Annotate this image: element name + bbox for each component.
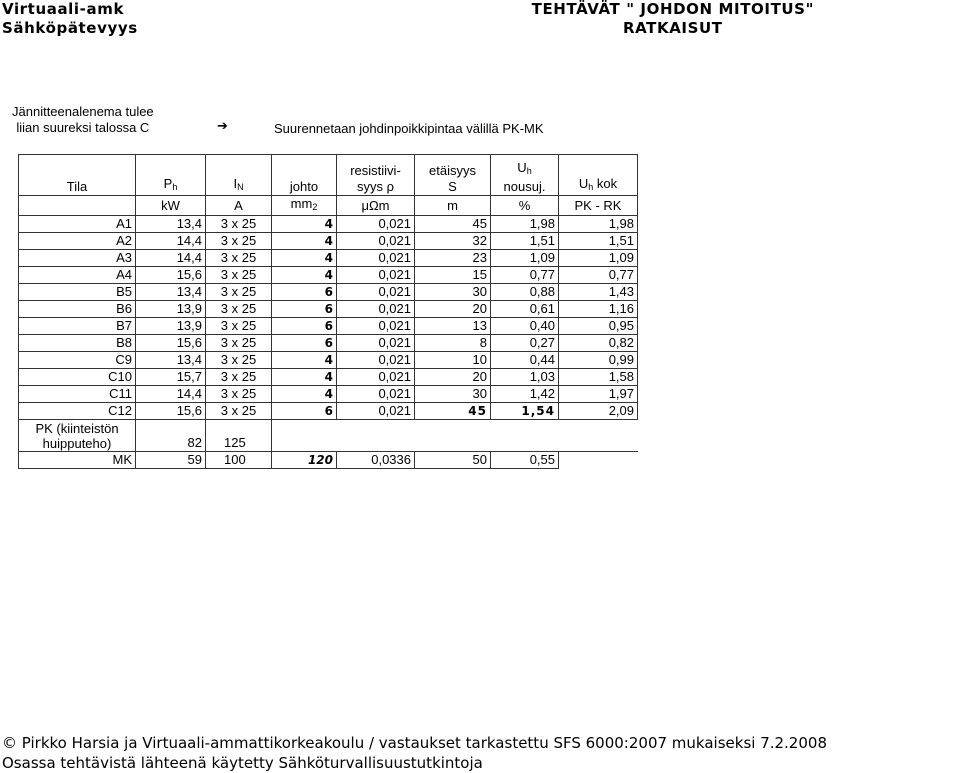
cell-distance — [415, 250, 491, 267]
cell-ph — [136, 216, 206, 233]
cell-johto — [272, 369, 337, 386]
cell-resistivity — [337, 250, 415, 267]
cell-tila: PK (kiinteistön huipputeho) — [19, 420, 136, 452]
footer-source: Osassa tehtävistä lähteenä käytetty Sähköturvallisuustutkintoja — [2, 754, 483, 772]
cell-uh — [491, 233, 559, 250]
cell-ph — [136, 403, 206, 420]
cell-resistivity — [337, 369, 415, 386]
col-header-in: $I_N$ — [206, 155, 272, 196]
cell-ph — [136, 301, 206, 318]
cell-tila — [19, 352, 136, 369]
cell-distance-value: 15 — [472, 267, 487, 282]
cell-uh-value: 1,03 — [529, 369, 555, 384]
cell-uh-value: 0,40 — [529, 318, 555, 333]
cell-uh-kok — [559, 369, 638, 386]
cell-in-value: 3 x 25 — [220, 284, 257, 299]
unit-resistivity: μΩm — [337, 196, 415, 216]
intro-line-1: Jännitteenalenema tulee — [12, 104, 154, 119]
cell-ph — [136, 386, 206, 403]
cell-uh-kok — [559, 284, 638, 301]
cell-distance-value: 45 — [468, 404, 487, 418]
cell-uh-value: 1,54 — [521, 404, 555, 418]
cell-tila-value: A3 — [116, 250, 132, 265]
cell-uh-kok-value: 0,77 — [608, 267, 634, 282]
cell-distance — [415, 335, 491, 352]
cell-uh-kok-value: 0,99 — [608, 352, 634, 367]
cell-ph-value: 13,9 — [176, 318, 202, 333]
cell-empty — [559, 420, 638, 452]
cell-ph-value: 13,4 — [176, 352, 202, 367]
cell-uh-value: 0,77 — [529, 267, 555, 282]
cell-in-value: 3 x 25 — [220, 386, 257, 401]
cell-distance — [415, 216, 491, 233]
cell-johto-value: 6 — [324, 302, 333, 316]
table-row — [19, 233, 638, 250]
subject-name: Sähköpätevyys — [2, 19, 138, 37]
cell-in — [206, 369, 272, 386]
cell-resistivity-value: 0,021 — [378, 233, 411, 248]
cell-uh — [491, 301, 559, 318]
table-header-row — [19, 155, 638, 196]
cell-johto-value: 4 — [324, 353, 333, 367]
cell-tila-value: C11 — [109, 386, 132, 401]
col-header-distance: etäisyys S — [415, 155, 491, 196]
cell-uh-value: 0,44 — [529, 352, 555, 367]
cell-ph-value: 13,4 — [176, 216, 202, 231]
cell-in-value: 3 x 25 — [220, 216, 257, 231]
unit-in: A — [206, 196, 272, 216]
cell-ph — [136, 352, 206, 369]
cell-in-value: 3 x 25 — [220, 267, 257, 282]
intro-action: Suurennetaan johdinpoikkipintaa välillä PK-MK — [274, 121, 544, 136]
cell-uh-kok-value: 1,16 — [608, 301, 634, 316]
cell-tila-value: C10 — [108, 369, 132, 384]
cell-ph-value: 15,6 — [176, 403, 202, 418]
cell-resistivity-value: 0,021 — [378, 284, 411, 299]
cell-uh — [491, 267, 559, 284]
right-arrow-icon: ➔ — [217, 119, 228, 134]
cell-tila — [19, 216, 136, 233]
cell-in-value: 3 x 25 — [220, 318, 257, 333]
cell-uh — [491, 216, 559, 233]
unit-uh: % — [491, 196, 559, 216]
cell-uh-value: 0,27 — [529, 335, 555, 350]
cell-in — [206, 318, 272, 335]
cell-resistivity-value: 0,021 — [378, 386, 411, 401]
cell-distance — [415, 403, 491, 420]
cell-in-value: 3 x 25 — [220, 352, 257, 367]
cell-ph-value: 13,9 — [176, 301, 202, 316]
header-right — [532, 0, 814, 38]
table-row — [19, 335, 638, 352]
cell-tila-value: B7 — [116, 318, 132, 333]
cell-ph — [136, 284, 206, 301]
cell-tila — [19, 233, 136, 250]
cell-resistivity-value: 0,021 — [378, 318, 411, 333]
cell-resistivity-value: 0,021 — [378, 352, 411, 367]
cell-in — [206, 386, 272, 403]
cell-distance-value: 30 — [472, 284, 487, 299]
cell-tila — [19, 369, 136, 386]
cell-johto — [272, 267, 337, 284]
cell-in — [206, 250, 272, 267]
footer-copyright: © Pirkko Harsia ja Virtuaali-ammattikorkeakoulu / vastaukset tarkastettu SFS 6000:2007 mukaiseksi 7.2.2008 — [2, 734, 827, 752]
cell-resistivity — [337, 352, 415, 369]
cell-in-value: 3 x 25 — [220, 250, 257, 265]
cell-resistivity — [337, 301, 415, 318]
cell-in — [206, 301, 272, 318]
cell-distance-value: 13 — [472, 318, 487, 333]
cell-johto-value: 4 — [324, 217, 333, 231]
cell-tila — [19, 284, 136, 301]
cell-distance — [415, 352, 491, 369]
cell-resistivity — [337, 233, 415, 250]
answers-label: RATKAISUT — [622, 19, 723, 37]
cell-johto-value: 4 — [324, 268, 333, 282]
cell-tila-value: A1 — [116, 216, 132, 231]
cell-resistivity — [337, 216, 415, 233]
table-row — [19, 352, 638, 369]
cell-ph-value: 15,6 — [176, 267, 202, 282]
cell-johto — [272, 216, 337, 233]
cell-tila-value: B5 — [116, 284, 132, 299]
cell-distance-value: 20 — [472, 301, 487, 316]
cell-tila — [19, 250, 136, 267]
footer — [2, 733, 827, 773]
cell-tila — [19, 301, 136, 318]
cell-uh-kok-value: 1,98 — [608, 216, 634, 231]
unit-johto: $mm_2$ — [272, 196, 337, 216]
cell-distance-value: 32 — [472, 233, 487, 248]
cell-uh-value: 1,51 — [529, 233, 555, 248]
cell-empty — [559, 452, 638, 469]
cell-in-value: 3 x 25 — [220, 335, 257, 350]
cell-johto — [272, 386, 337, 403]
cell-uh-kok — [559, 233, 638, 250]
org-name: Virtuaali-amk — [2, 0, 125, 18]
cell-distance — [415, 284, 491, 301]
intro-text — [12, 104, 154, 136]
cell-distance — [415, 301, 491, 318]
cell-resistivity — [337, 386, 415, 403]
cell-johto — [272, 301, 337, 318]
cell-uh — [491, 403, 559, 420]
cell-uh — [491, 318, 559, 335]
cell-resistivity-value: 0,021 — [378, 267, 411, 282]
col-header-uh-kok: $U_h$ kok — [559, 155, 638, 196]
cell-ph — [136, 335, 206, 352]
table-row — [19, 318, 638, 335]
cell-resistivity — [337, 318, 415, 335]
unit-distance: m — [415, 196, 491, 216]
cell-in — [206, 233, 272, 250]
cell-resistivity: 0,0336 — [337, 452, 415, 469]
cell-resistivity — [337, 284, 415, 301]
cell-johto: 120 — [272, 452, 337, 469]
cell-johto-value: 4 — [324, 234, 333, 248]
cell-resistivity — [337, 403, 415, 420]
cell-uh-kok — [559, 318, 638, 335]
cell-in-value: 3 x 25 — [220, 403, 257, 418]
cell-tila — [19, 318, 136, 335]
cell-distance — [415, 267, 491, 284]
cell-tila-value: B8 — [116, 335, 132, 350]
cell-uh-kok — [559, 250, 638, 267]
cell-uh — [491, 352, 559, 369]
cell-empty — [491, 420, 559, 452]
cell-johto-value: 6 — [324, 336, 333, 350]
cell-resistivity — [337, 267, 415, 284]
cell-uh-kok — [559, 403, 638, 420]
cell-johto — [272, 233, 337, 250]
cell-uh-kok-value: 0,82 — [608, 335, 634, 350]
header-left — [2, 0, 138, 38]
cell-uh-kok — [559, 335, 638, 352]
cell-uh-value: 1,09 — [529, 250, 555, 265]
cell-uh — [491, 335, 559, 352]
cell-uh — [491, 284, 559, 301]
cell-uh-value: 1,98 — [529, 216, 555, 231]
cell-resistivity-value: 0,021 — [378, 301, 411, 316]
cell-resistivity-value: 0,021 — [378, 369, 411, 384]
cell-ph-value: 13,4 — [176, 284, 202, 299]
cell-uh — [491, 250, 559, 267]
cell-in — [206, 403, 272, 420]
cell-tila-value: C12 — [108, 403, 132, 418]
cell-in — [206, 352, 272, 369]
table-row — [19, 284, 638, 301]
cell-uh-kok — [559, 352, 638, 369]
cell-empty — [272, 420, 337, 452]
cell-uh: 0,55 — [491, 452, 559, 469]
cell-resistivity-value: 0,021 — [378, 250, 411, 265]
col-header-johto: johto — [272, 155, 337, 196]
cell-uh-kok — [559, 216, 638, 233]
cell-distance — [415, 233, 491, 250]
unit-uh-kok: PK - RK — [559, 196, 638, 216]
cell-johto-value: 6 — [324, 285, 333, 299]
cell-resistivity-value: 0,021 — [378, 216, 411, 231]
task-title: TEHTÄVÄT " JOHDON MITOITUS" — [531, 0, 814, 18]
cell-in-value: 3 x 25 — [220, 369, 257, 384]
cell-ph — [136, 318, 206, 335]
cell-distance-value: 45 — [472, 216, 487, 231]
cell-in — [206, 335, 272, 352]
unit-tila — [19, 196, 136, 216]
table-row — [19, 267, 638, 284]
cell-uh-kok-value: 1,58 — [608, 369, 634, 384]
col-header-uh: $U_h$ nousuj. — [491, 155, 559, 196]
cell-tila-value: B6 — [116, 301, 132, 316]
cell-distance-value: 23 — [472, 250, 487, 265]
cell-ph-value: 15,6 — [176, 335, 202, 350]
cell-uh-kok-value: 1,09 — [608, 250, 634, 265]
table-row — [19, 369, 638, 386]
cell-ph: 82 — [136, 420, 206, 452]
cell-uh-kok — [559, 267, 638, 284]
cell-johto — [272, 352, 337, 369]
cell-in-value: 3 x 25 — [220, 301, 257, 316]
unit-ph: kW — [136, 196, 206, 216]
cable-sizing-table — [18, 154, 638, 469]
cell-ph-value: 14,4 — [176, 250, 202, 265]
cell-tila — [19, 403, 136, 420]
cell-distance — [415, 369, 491, 386]
cell-johto — [272, 403, 337, 420]
cell-empty — [415, 420, 491, 452]
cell-in — [206, 216, 272, 233]
cell-uh-kok-value: 2,09 — [608, 403, 634, 418]
cell-in — [206, 284, 272, 301]
cell-ph-value: 15,7 — [176, 369, 202, 384]
cell-tila — [19, 267, 136, 284]
cell-distance — [415, 318, 491, 335]
cell-tila — [19, 335, 136, 352]
cell-uh — [491, 386, 559, 403]
cell-johto — [272, 335, 337, 352]
cell-johto — [272, 284, 337, 301]
table-row — [19, 403, 638, 420]
cell-uh-kok-value: 1,51 — [608, 233, 634, 248]
cell-tila: MK — [19, 452, 136, 469]
cell-ph-value: 14,4 — [176, 233, 202, 248]
table-row — [19, 216, 638, 233]
table-row — [19, 250, 638, 267]
table-row — [19, 301, 638, 318]
intro-line-2: liian suureksi talossa C — [16, 120, 150, 135]
cell-resistivity-value: 0,021 — [378, 403, 411, 418]
cell-distance-value: 8 — [479, 335, 487, 350]
table-body — [19, 216, 638, 420]
table-row — [19, 386, 638, 403]
cell-uh-kok — [559, 301, 638, 318]
cell-johto-value: 6 — [324, 319, 333, 333]
cell-tila-value: C9 — [115, 352, 132, 367]
cell-johto-value: 6 — [324, 404, 333, 418]
cell-empty — [337, 420, 415, 452]
cell-uh-kok-value: 0,95 — [608, 318, 634, 333]
cell-uh-value: 0,88 — [529, 284, 555, 299]
cell-uh-value: 0,61 — [529, 301, 555, 316]
table-row-mk — [19, 452, 638, 469]
cell-johto-value: 4 — [324, 387, 333, 401]
cell-tila-value: A2 — [116, 233, 132, 248]
cell-distance-value: 20 — [472, 369, 487, 384]
cell-distance-value: 10 — [472, 352, 487, 367]
col-header-ph: $P_h$ — [136, 155, 206, 196]
cell-distance — [415, 386, 491, 403]
cell-uh-kok — [559, 386, 638, 403]
cell-uh-kok-value: 1,97 — [608, 386, 634, 401]
table-units-row — [19, 196, 638, 216]
cell-ph — [136, 233, 206, 250]
cell-distance: 50 — [415, 452, 491, 469]
table-row-pk — [19, 420, 638, 452]
cell-in — [206, 267, 272, 284]
cell-tila-value: A4 — [116, 267, 132, 282]
cell-ph — [136, 250, 206, 267]
cell-johto — [272, 318, 337, 335]
cell-in-value: 3 x 25 — [220, 233, 257, 248]
col-header-tila: Tila — [19, 155, 136, 196]
cell-in: 100 — [206, 452, 272, 469]
cell-in: 125 — [206, 420, 272, 452]
cell-ph-value: 14,4 — [176, 386, 202, 401]
cell-johto — [272, 250, 337, 267]
cell-ph: 59 — [136, 452, 206, 469]
cell-resistivity-value: 0,021 — [378, 335, 411, 350]
cell-uh-value: 1,42 — [529, 386, 555, 401]
cell-distance-value: 30 — [472, 386, 487, 401]
cell-tila — [19, 386, 136, 403]
cell-ph — [136, 369, 206, 386]
cell-resistivity — [337, 335, 415, 352]
cell-johto-value: 4 — [324, 251, 333, 265]
col-header-resistivity: resistiivi- syys ρ — [337, 155, 415, 196]
cell-ph — [136, 267, 206, 284]
cell-johto-value: 4 — [324, 370, 333, 384]
cell-uh-kok-value: 1,43 — [608, 284, 634, 299]
cell-uh — [491, 369, 559, 386]
